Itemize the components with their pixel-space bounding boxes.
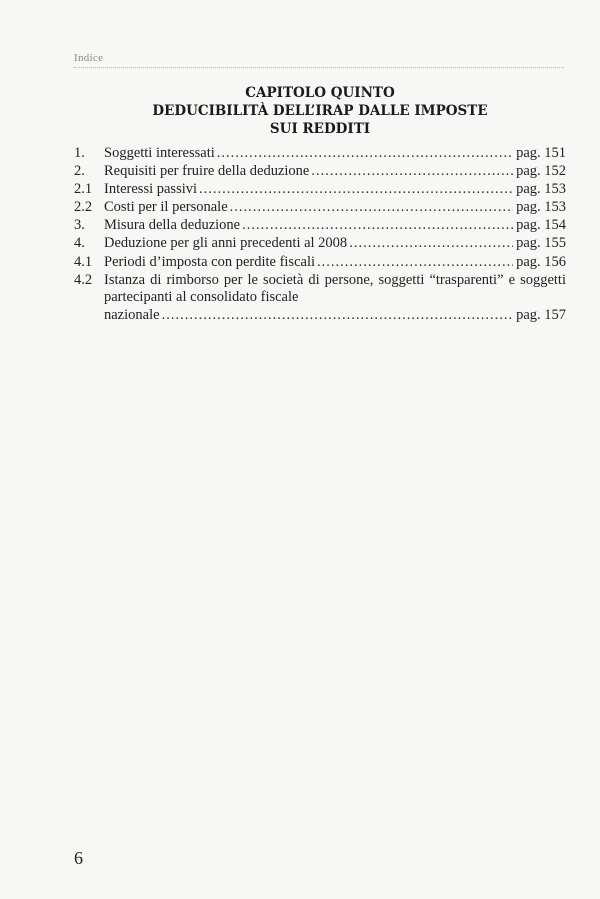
- page-number: 6: [74, 848, 83, 868]
- toc-entry-title: Costi per il personale: [104, 199, 228, 216]
- toc-entry[interactable]: [74, 235, 566, 253]
- toc-entry[interactable]: [74, 163, 566, 181]
- toc-entry-page: pag. 151: [516, 145, 566, 161]
- toc-entry-number: 3.: [74, 217, 85, 234]
- running-header: Indice: [74, 52, 104, 64]
- toc-entry[interactable]: [74, 254, 566, 272]
- toc-entry-number: 2.: [74, 163, 85, 180]
- toc-entry-title: Misura della deduzione: [104, 217, 241, 234]
- toc-entry-title-continuation: nazionale: [104, 306, 160, 323]
- toc-entry-title: Soggetti interessati: [104, 145, 215, 161]
- dot-leader: [230, 199, 513, 217]
- dot-leader: [349, 235, 513, 253]
- toc-entry-page: pag. 153: [516, 181, 566, 198]
- dot-leader: [199, 181, 513, 199]
- chapter-label: CAPITOLO QUINTO: [245, 85, 395, 101]
- table-of-contents: [74, 145, 566, 325]
- toc-entry-title: Periodi d’imposta con perdite fiscali: [104, 253, 316, 270]
- toc-entry-page: pag. 154: [516, 217, 566, 234]
- dot-leader: [217, 145, 513, 163]
- toc-entry[interactable]: [74, 199, 566, 217]
- toc-entry-page: pag. 157: [516, 306, 566, 323]
- toc-entry-number: 2.1: [74, 181, 93, 198]
- toc-entry-page: pag. 152: [516, 163, 566, 180]
- dot-leader: [242, 217, 513, 235]
- toc-entry-number: 2.2: [74, 199, 93, 216]
- toc-entry-number: 4.1: [74, 253, 93, 270]
- toc-entry-title: Deduzione per gli anni precedenti al 2008: [104, 235, 348, 252]
- toc-entry-page: pag. 155: [516, 235, 566, 252]
- toc-entry-page: pag. 156: [516, 253, 566, 270]
- toc-entry[interactable]: [74, 272, 566, 325]
- chapter-heading: [74, 84, 566, 138]
- toc-entry[interactable]: [74, 145, 566, 163]
- toc-entry-number: 4.: [74, 235, 85, 252]
- toc-entry-title: Requisiti per fruire della deduzione: [104, 163, 310, 180]
- toc-entry-number: 1.: [74, 145, 85, 161]
- toc-entry-page: pag. 153: [516, 199, 566, 216]
- dot-leader: [317, 254, 513, 272]
- toc-entry-number: 4.2: [74, 271, 93, 288]
- toc-entry[interactable]: [74, 181, 566, 199]
- chapter-title-line-2: SUI REDDITI: [269, 121, 371, 137]
- dot-leader: [162, 307, 514, 325]
- dot-leader: [311, 163, 513, 181]
- toc-entry-title: Istanza di rimborso per le società di persone, soggetti “trasparenti” e soggetti partecipanti al consolidato fiscale: [104, 271, 566, 306]
- chapter-title-line-1: DEDUCIBILITÀ DELL’IRAP DALLE IMPOSTE: [152, 103, 488, 119]
- toc-entry-title: Interessi passivi: [104, 181, 198, 198]
- toc-entry[interactable]: [74, 217, 566, 235]
- header-rule: [74, 67, 564, 68]
